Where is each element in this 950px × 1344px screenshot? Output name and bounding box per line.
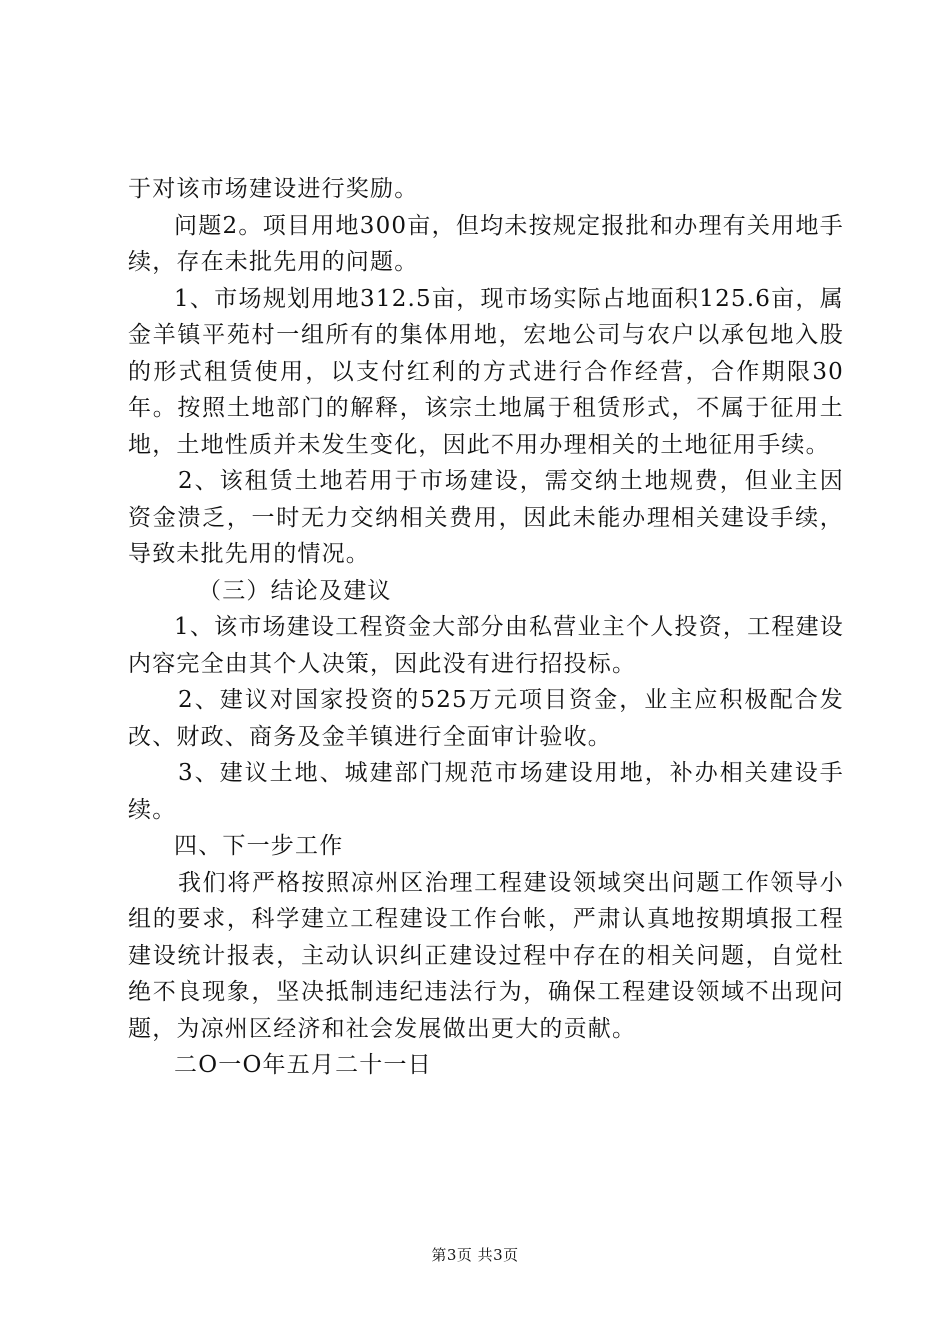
paragraph-conclusion-3: 3、建议土地、城建部门规范市场建设用地，补办相关建设手续。 bbox=[128, 760, 844, 823]
paragraph-land-use-1: 1、市场规划用地312.5亩，现市场实际占地面积125.6亩，属金羊镇平苑村一组所有的集体用地，宏地公司与农户以承包地入股的形式租赁使用，以支付红利的方式进行合作经营，合作期限30年。按照土地部门的解释，该宗土地属于租赁形式，不属于征用土地，土地性质并未发生变化，因此不用办理相关的土地征用手续。 bbox=[128, 285, 844, 458]
paragraph-land-use-2: 2、该租赁土地若用于市场建设，需交纳土地规费，但业主因资金溃乏，一时无力交纳相关费用，因此未能办理相关建设手续，导致未批先用的情况。 bbox=[128, 468, 844, 567]
paragraph-conclusion-2: 2、建议对国家投资的525万元项目资金，业主应积极配合发改、财政、商务及金羊镇进行全面审计验收。 bbox=[128, 687, 844, 750]
section-heading-conclusion: （三）结论及建议 bbox=[198, 577, 392, 604]
paragraph-next-steps: 我们将严格按照凉州区治理工程建设领域突出问题工作领导小组的要求，科学建立工程建设工作台帐，严肃认真地按期填报工程建设统计报表，主动认识纠正建设过程中存在的相关问题，自觉杜绝不良现象，坚决抵制违纪违法行为，确保工程建设领域不出现问题，为凉州区经济和社会发展做出更大的贡献。 bbox=[128, 869, 844, 1042]
page-number-footer: 第3页 共3页 bbox=[431, 1246, 519, 1264]
section-heading-next-steps: 四、下一步工作 bbox=[174, 833, 344, 859]
document-body bbox=[128, 171, 844, 1084]
paragraph-issue-2: 问题2。项目用地300亩，但均未按规定报批和办理有关用地手续，存在未批先用的问题。 bbox=[128, 212, 844, 275]
paragraph-continuation: 于对该市场建设进行奖励。 bbox=[128, 176, 419, 202]
document-date: 二O一O年五月二十一日 bbox=[174, 1052, 432, 1078]
paragraph-conclusion-1: 1、该市场建设工程资金大部分由私营业主个人投资，工程建设内容完全由其个人决策，因此没有进行招投标。 bbox=[128, 614, 844, 677]
